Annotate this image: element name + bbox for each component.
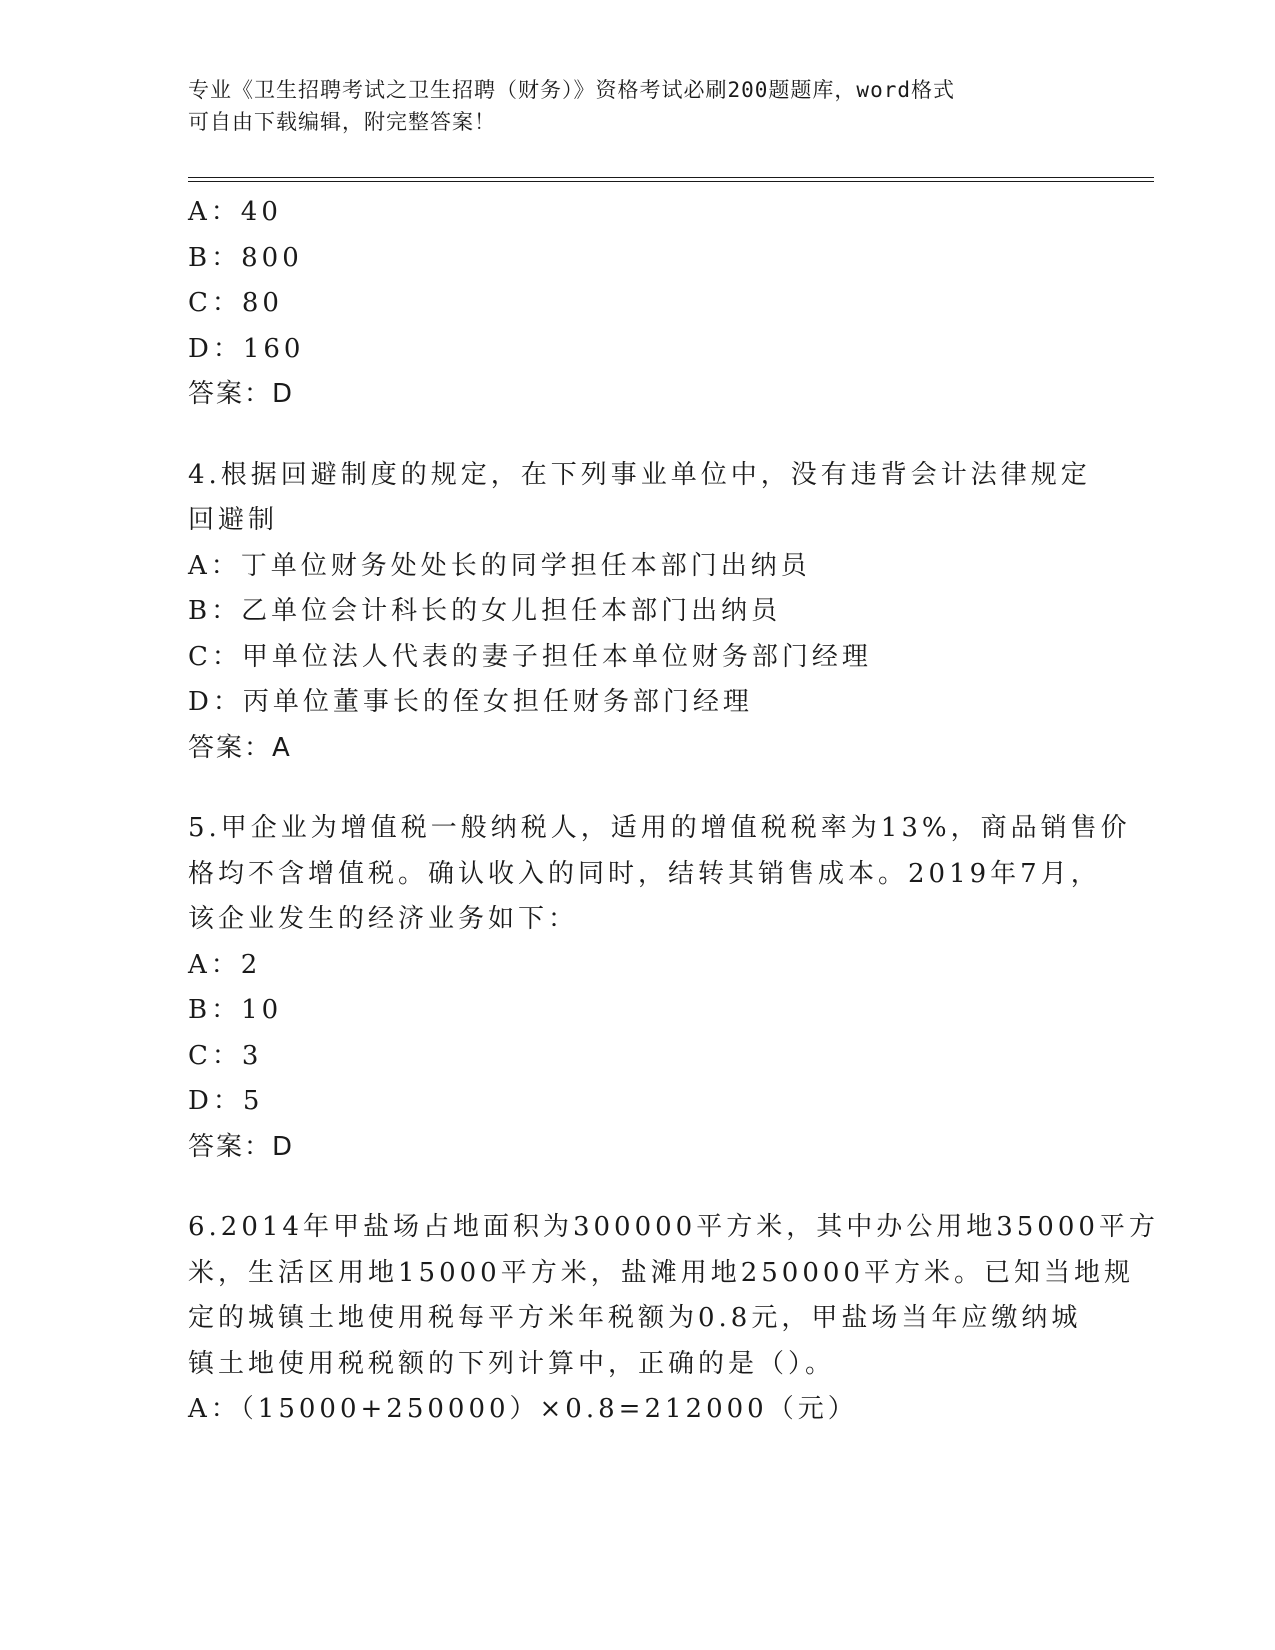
question-4-option-a: A：丁单位财务处处长的同学担任本部门出纳员 xyxy=(188,550,811,581)
question-6-stem-line-4: 镇土地使用税税额的下列计算中，正确的是（）。 xyxy=(188,1348,836,1379)
question-6-stem-line-2: 米，生活区用地15000平方米，盐滩用地250000平方米。已知当地规 xyxy=(188,1257,1134,1288)
question-3-answer: 答案：D xyxy=(188,379,295,409)
question-4 xyxy=(188,453,1091,772)
header-divider-bottom xyxy=(188,181,1154,182)
question-6-option-a: A：（15000+250000）×0.8=212000（元） xyxy=(188,1394,858,1424)
question-4-answer: 答案：A xyxy=(188,732,292,763)
question-4-stem-line-1: 4.根据回避制度的规定，在下列事业单位中，没有违背会计法律规定 xyxy=(188,459,1091,490)
question-3 xyxy=(188,190,1088,418)
question-5-stem-line-1: 5.甲企业为增值税一般纳税人，适用的增值税税率为13%，商品销售价 xyxy=(188,813,1131,843)
question-5-answer: 答案：D xyxy=(188,1131,295,1162)
question-4-option-b: B：乙单位会计科长的女儿担任本部门出纳员 xyxy=(188,596,782,626)
question-3-option-b: B：800 xyxy=(188,242,303,273)
question-4-option-c: C：甲单位法人代表的妻子担任本单位财务部门经理 xyxy=(188,641,872,672)
question-5 xyxy=(188,806,1131,1170)
question-4-stem-line-2: 回避制 xyxy=(188,505,279,535)
question-3-option-d: D：160 xyxy=(188,333,305,364)
header-divider-top xyxy=(188,177,1154,178)
header-title-line-2: 可自由下载编辑，附完整答案！ xyxy=(188,110,496,134)
question-list xyxy=(188,190,1159,1468)
question-5-stem-line-2: 格均不含增值税。确认收入的同时，结转其销售成本。2019年7月， xyxy=(188,858,1101,889)
question-6 xyxy=(188,1205,1159,1433)
question-5-option-c: C：3 xyxy=(188,1040,263,1071)
question-5-option-d: D：5 xyxy=(188,1086,264,1116)
document-header xyxy=(188,74,1068,138)
question-5-option-a: A：2 xyxy=(188,949,262,980)
question-5-stem-line-3: 该企业发生的经济业务如下： xyxy=(188,904,579,934)
question-3-option-c: C：80 xyxy=(188,288,283,318)
header-title-line-1: 专业《卫生招聘考试之卫生招聘（财务）》资格考试必刷200题题库，word格式 xyxy=(188,78,955,102)
question-5-option-b: B：10 xyxy=(188,995,283,1025)
question-3-option-a: A：40 xyxy=(188,197,282,227)
question-4-option-d: D：丙单位董事长的侄女担任财务部门经理 xyxy=(188,687,753,717)
question-6-stem-line-1: 6.2014年甲盐场占地面积为300000平方米，其中办公用地35000平方 xyxy=(188,1212,1159,1242)
question-6-stem-line-3: 定的城镇土地使用税每平方米年税额为0.8元，甲盐场当年应缴纳城 xyxy=(188,1303,1082,1333)
